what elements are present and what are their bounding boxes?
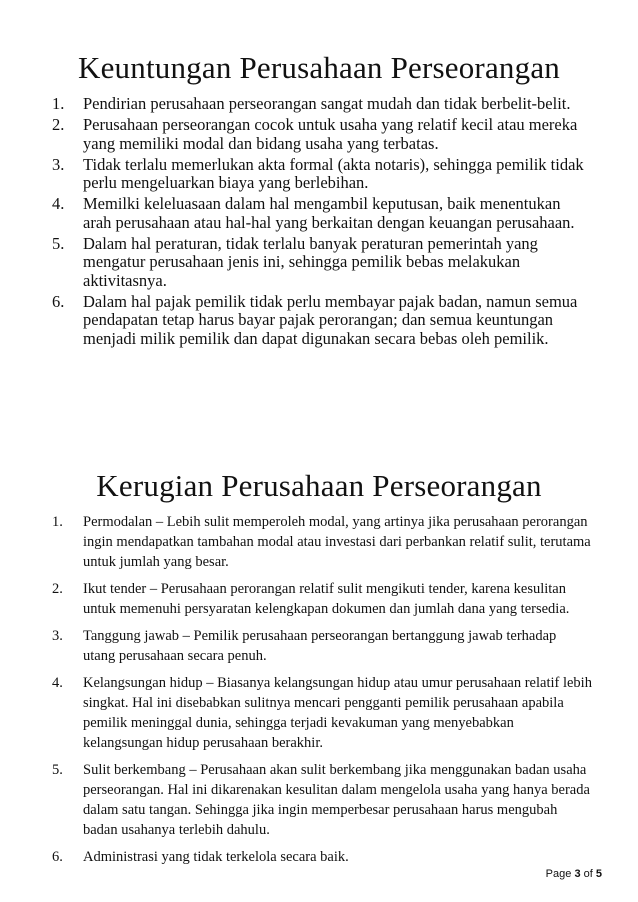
item-number: 5. [52,762,63,778]
list-item [52,235,592,291]
list-item [52,579,592,619]
list-item [52,673,592,753]
item-text: Perusahaan perseorangan cocok untuk usaha yang relatif kecil atau mereka yang memiliki modal dan bidang usaha yang terbatas. [83,115,578,153]
list-item [52,847,592,867]
list-item [52,116,592,153]
section-title-keuntungan: Keuntungan Perusahaan Perseorangan [78,50,560,85]
list-item [52,293,592,349]
of-word: of [583,868,593,880]
item-text: Permodalan – Lebih sulit memperoleh modal, yang artinya jika perusahaan perorangan ingin mendapatkan tambahan modal atau investasi dari perbankan relatif sulit, terutama untuk jumlah yang besar. [83,514,591,570]
item-number: 2. [52,115,65,134]
list-item [52,195,592,232]
item-text: Pendirian perusahaan perseorangan sangat mudah dan tidak berbelit-belit. [83,94,571,113]
section-title-kerugian: Kerugian Perusahaan Perseorangan [96,468,542,503]
list-item [52,760,592,840]
item-number: 5. [52,233,65,253]
page-word: Page [545,868,572,880]
item-number: 6. [52,291,65,311]
item-text: Ikut tender – Perusahaan perorangan relatif sulit mengikuti tender, karena kesulitan untuk memenuhi persyaratan kelengkapan dokumen dan jumlah dana yang tersedia. [83,581,570,617]
item-text: Dalam hal peraturan, tidak terlalu banyak peraturan pemerintah yang mengatur perusahaan jenis ini, sehingga pemilik bebas melakukan aktivitasnya. [83,233,538,290]
item-number: 1. [52,94,65,113]
current-page: 3 [574,868,581,880]
list-item [52,512,592,572]
list-item [52,95,592,114]
list-item [52,626,592,666]
item-number: 3. [52,154,65,174]
item-number: 4. [52,675,63,691]
item-number: 6. [52,849,63,865]
keuntungan-list [52,95,592,351]
item-text: Dalam hal pajak pemilik tidak perlu membayar pajak badan, namun semua pendapatan tetap harus bayar pajak perorangan; dan semua keuntungan menjadi milik pemilik dan dapat digunakan secara bebas oleh pemilik. [83,291,578,348]
item-number: 1. [52,514,63,530]
item-number: 2. [52,581,63,597]
item-text: Administrasi yang tidak terkelola secara baik. [83,849,349,865]
item-text: Memilki keleluasaan dalam hal mengambil keputusan, baik menentukan arah perusahaan atau hal-hal yang berkaitan dengan keuangan perusahaan. [83,194,575,232]
list-item [52,156,592,193]
item-text: Tidak terlalu memerlukan akta formal (akta notaris), sehingga pemilik tidak perlu mengeluarkan biaya yang berlebihan. [83,154,584,192]
item-number: 4. [52,194,65,213]
kerugian-list [52,512,592,874]
total-pages: 5 [595,868,602,880]
page-number [546,868,602,880]
item-text: Kelangsungan hidup – Biasanya kelangsungan hidup atau umur perusahaan relatif lebih singkat. Hal ini disebabkan sulitnya mencari pengganti pemilik perusahaan apabila pemilik meninggal dunia, sehingga terjadi kevakuman yang menyebabkan kelangsungan hidup perusahaan berakhir. [83,675,592,751]
item-text: Sulit berkembang – Perusahaan akan sulit berkembang jika menggunakan badan usaha perseorangan. Hal ini dikarenakan kesulitan dalam mengelola usaha yang hanya berada dalam satu tangan. Sehingga jika ingin memperbesar perusahaan harus mengubah badan usahanya terlebih dahulu. [83,762,590,838]
item-text: Tanggung jawab – Pemilik perusahaan perseorangan bertanggung jawab terhadap utang perusahaan secara penuh. [83,628,557,664]
item-number: 3. [52,628,63,644]
